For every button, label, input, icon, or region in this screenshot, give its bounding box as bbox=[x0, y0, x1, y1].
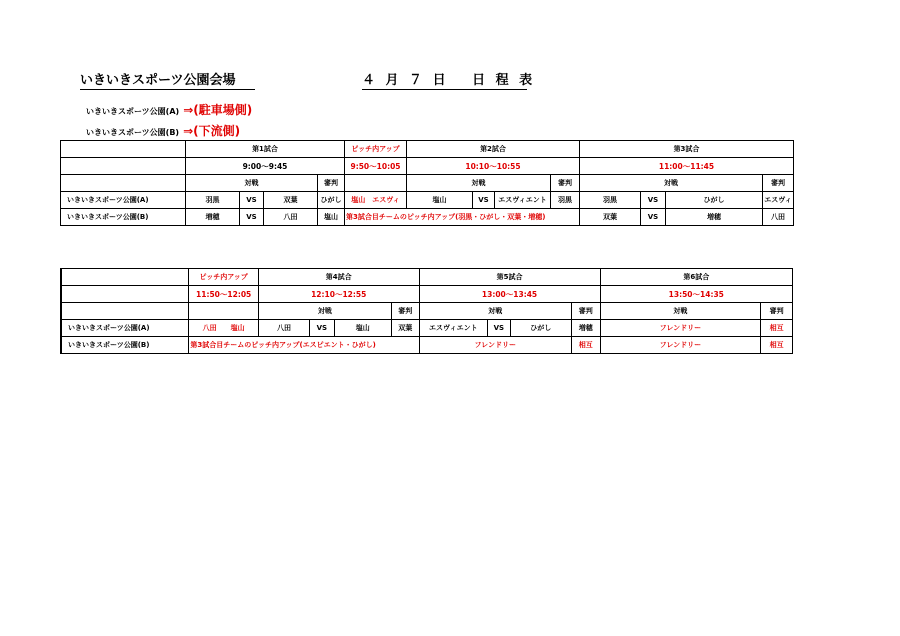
referee-cell: 相互 bbox=[761, 337, 793, 354]
park-b-direction: ⇒(下流側) bbox=[183, 124, 241, 138]
team-cell: 増穂 bbox=[186, 209, 240, 226]
table-row bbox=[61, 269, 793, 286]
match1-time: 9:00～9:45 bbox=[186, 158, 345, 175]
match2-time: 10:10～10:55 bbox=[407, 158, 580, 175]
table-row bbox=[61, 303, 793, 320]
team-cell: ひがし bbox=[510, 320, 571, 337]
team-cell: エスヴィエント bbox=[419, 320, 488, 337]
friendly-match: フレンドリー bbox=[600, 337, 761, 354]
schedule-table-morning bbox=[60, 140, 794, 226]
warmup-note: 第3試合目チームのピッチ内アップ(エスピエント・ひがし) bbox=[189, 337, 419, 354]
match5-header: 第5試合 bbox=[419, 269, 600, 286]
park-a-row-label: いきいきスポーツ公園(A) bbox=[61, 192, 186, 209]
blank-cell bbox=[189, 303, 259, 320]
referee-cell: エスヴィ bbox=[763, 192, 794, 209]
referee-cell: 塩山 bbox=[318, 209, 345, 226]
warmup-teams: 八田 塩山 bbox=[189, 320, 259, 337]
referee-cell: 双葉 bbox=[391, 320, 419, 337]
table-row bbox=[61, 158, 794, 175]
blank-cell bbox=[61, 269, 189, 286]
taisen-header: 対戦 bbox=[419, 303, 571, 320]
friendly-match: フレンドリー bbox=[419, 337, 571, 354]
table-row bbox=[61, 286, 793, 303]
team-cell: エスヴィエント bbox=[495, 192, 551, 209]
warmup-teams: 塩山 エスヴィ bbox=[345, 192, 407, 209]
match4-time: 12:10～12:55 bbox=[258, 286, 419, 303]
match4-header: 第4試合 bbox=[258, 269, 419, 286]
taisen-header: 対戦 bbox=[407, 175, 551, 192]
match6-time: 13:50～14:35 bbox=[600, 286, 792, 303]
warmup-time: 9:50～10:05 bbox=[345, 158, 407, 175]
park-a-direction: ⇒(駐車場側) bbox=[183, 103, 253, 117]
schedule-title: ４ 月 ７ 日 日 程 表 bbox=[362, 69, 527, 90]
warmup-time: 11:50～12:05 bbox=[189, 286, 259, 303]
table-row bbox=[61, 141, 794, 158]
match6-header: 第6試合 bbox=[600, 269, 792, 286]
referee-cell: 増穂 bbox=[571, 320, 600, 337]
vs-cell: VS bbox=[240, 192, 264, 209]
taisen-header: 対戦 bbox=[186, 175, 318, 192]
shinpan-header: 審判 bbox=[571, 303, 600, 320]
team-cell: 八田 bbox=[258, 320, 309, 337]
match3-time: 11:00～11:45 bbox=[580, 158, 794, 175]
blank-cell bbox=[61, 175, 186, 192]
blank-cell bbox=[61, 303, 189, 320]
referee-cell: 相互 bbox=[761, 320, 793, 337]
warmup-header: ピッチ内アップ bbox=[189, 269, 259, 286]
team-cell: 羽黒 bbox=[580, 192, 641, 209]
park-b-label: いきいきスポーツ公園(B) bbox=[86, 128, 180, 137]
vs-cell: VS bbox=[473, 192, 495, 209]
venue-title: いきいきスポーツ公園会場 bbox=[80, 69, 255, 90]
park-a-note bbox=[86, 101, 252, 118]
table-row bbox=[61, 175, 794, 192]
taisen-header: 対戦 bbox=[580, 175, 763, 192]
team-cell: 双葉 bbox=[580, 209, 641, 226]
vs-cell: VS bbox=[310, 320, 335, 337]
table-row bbox=[61, 337, 793, 354]
blank-cell bbox=[61, 158, 186, 175]
warmup-note: 第3試合目チームのピッチ内アップ(羽黒・ひがし・双葉・増穂) bbox=[345, 209, 580, 226]
match2-header: 第2試合 bbox=[407, 141, 580, 158]
blank-cell bbox=[61, 141, 186, 158]
taisen-header: 対戦 bbox=[258, 303, 391, 320]
park-a-row-label: いきいきスポーツ公園(A) bbox=[61, 320, 189, 337]
table-row bbox=[61, 209, 794, 226]
park-b-row-label: いきいきスポーツ公園(B) bbox=[61, 337, 189, 354]
team-cell: 八田 bbox=[264, 209, 318, 226]
schedule-table-afternoon bbox=[60, 268, 793, 354]
vs-cell: VS bbox=[641, 209, 666, 226]
team-cell: 塩山 bbox=[407, 192, 473, 209]
referee-cell: 相互 bbox=[571, 337, 600, 354]
vs-cell: VS bbox=[641, 192, 666, 209]
shinpan-header: 審判 bbox=[318, 175, 345, 192]
team-cell: 羽黒 bbox=[186, 192, 240, 209]
match3-header: 第3試合 bbox=[580, 141, 794, 158]
warmup-header: ピッチ内アップ bbox=[345, 141, 407, 158]
shinpan-header: 審判 bbox=[761, 303, 793, 320]
referee-cell: 八田 bbox=[763, 209, 794, 226]
match5-time: 13:00～13:45 bbox=[419, 286, 600, 303]
shinpan-header: 審判 bbox=[391, 303, 419, 320]
blank-cell bbox=[345, 175, 407, 192]
park-b-row-label: いきいきスポーツ公園(B) bbox=[61, 209, 186, 226]
park-b-note bbox=[86, 122, 240, 139]
friendly-match: フレンドリー bbox=[600, 320, 761, 337]
table-row bbox=[61, 320, 793, 337]
team-cell: 双葉 bbox=[264, 192, 318, 209]
vs-cell: VS bbox=[240, 209, 264, 226]
match1-header: 第1試合 bbox=[186, 141, 345, 158]
team-cell: 塩山 bbox=[334, 320, 391, 337]
vs-cell: VS bbox=[488, 320, 511, 337]
blank-cell bbox=[61, 286, 189, 303]
table-row bbox=[61, 192, 794, 209]
shinpan-header: 審判 bbox=[551, 175, 580, 192]
team-cell: 増穂 bbox=[666, 209, 763, 226]
taisen-header: 対戦 bbox=[600, 303, 761, 320]
shinpan-header: 審判 bbox=[763, 175, 794, 192]
referee-cell: 羽黒 bbox=[551, 192, 580, 209]
park-a-label: いきいきスポーツ公園(A) bbox=[86, 107, 180, 116]
team-cell: ひがし bbox=[666, 192, 763, 209]
referee-cell: ひがし bbox=[318, 192, 345, 209]
